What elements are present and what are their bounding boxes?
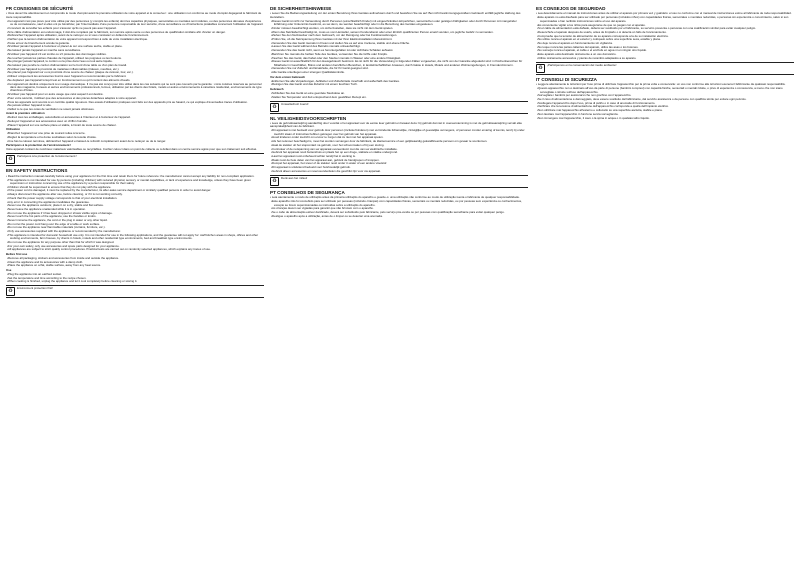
list-item: • Haal de stekker uit het stopcontact na gebruik, voor het schoonmaken of bij een storing. (270, 144, 528, 147)
list-item: • Cet appareil n'est pas prévu pour être utilisé par des personnes (y compris les enfants) dont les capacités physiques, sensorielles ou mentales sont réduites, ou des personnes dénuées d'expérience ou de connaissance, sauf si elles ont pu bénéficier, par l'intermédiaire d'une personne responsable de leur sécurité, d'une surveillance ou d'instructions préalables concernant l'utilisation de l'appareil. (6, 20, 264, 27)
section-title-pt: PT CONSELHOS DE SEGURANÇA (270, 189, 345, 195)
list-item: • Pour votre sécurité, n'utilisez que des accessoires et des pièces détachées adaptés à votre appareil. (6, 97, 264, 100)
list-item: • N'utilisez pas l'appareil à proximité de matériaux inflammables (rideaux, meubles, etc.). (6, 68, 264, 71)
list-item: • When cooking is finished, unplug the appliance and let it cool completely before cleaning or storing it. (6, 280, 264, 283)
list-item: • Si le câble d'alimentation est endommagé, il doit être remplacé par le fabricant, son service après-vente ou des personnes de qualification similaire afin d'éviter un danger. (6, 31, 264, 34)
list-item: • Ne laissez pas pendre le cordon d'alimentation sur le bord d'une table ou d'un plan de travail. (6, 64, 264, 67)
section-title-fr: FR CONSIGNES DE SÉCURITÉ (6, 6, 74, 11)
recycle-note-text-fr: Participons à la protection de l'environnement ! (17, 154, 78, 159)
list-item: • Se o cabo de alimentação estiver danificado, deverá ser substituído pelo fabricante, pelo serviço pós-venda ou por pessoas com qualificação semelhante para evitar qualquer perigo. (270, 211, 528, 214)
list-item: • If the power cord is damaged, it must be replaced by the manufacturer, its after-sales service department or similarly qualified persons in order to avoid danger. (6, 189, 264, 192)
list-item: • Prüfen Sie, ob die Netzspannung Ihres Gerätes mit der Ihrer Elektroinstallation übereinstimmt. (270, 38, 528, 41)
list-item: • Berühren Sie niemals die heißen Teile des Gerätes, verwenden Sie die Griffe oder Knöpfe. (270, 53, 528, 56)
column-middle (270, 4, 528, 218)
section-title-it: IT CONSIGLI DI SICUREZZA (536, 76, 597, 82)
list-item: • Utilisez uniquement les accessoires fournis avec l'appareil ou recommandés par le fabricant. (6, 75, 264, 78)
recycle-note-text-en: Environment protection first! (17, 286, 53, 291)
intro-de: • Lesen Sie die Bedienungsanleitung vor der ersten Benutzung Ihres Gerätes aufmerksam durch und bewahren Sie sie auf: Bei nicht bestimmungsgemäßem Gebrauch entfällt jegliche Haftung des Herstellers. (270, 11, 521, 19)
list-item: • Ziehen Sie den Netzstecker nach dem Gebrauch, vor der Reinigung oder bei Funktionsstörungen. (270, 34, 528, 37)
list-item: • Ne déplacez pas l'appareil lorsqu'il est en fonctionnement ou qu'il contient des aliments chauds. (6, 79, 264, 82)
intro-it: • Leggere attentamente le istruzioni per l'uso prima di utilizzare l'apparecchio per la prima volta e conservarle: un uso non conforme alle istruzioni esonera il fabbricante da qualsiasi responsabilità. (536, 82, 786, 87)
recycle-icon: ♻ (6, 287, 15, 296)
recycle-icon: ♻ (536, 64, 545, 73)
list-item: • Lassen Sie das Gerät während des Betriebs niemals unbeaufsichtigt. (270, 45, 528, 48)
list-item: • No deje nunca el aparato en funcionamiento sin vigilancia. (536, 42, 794, 45)
list-item: • Dompel het apparaat, het snoer of de stekker nooit onder in water of een andere vloeistof. (270, 162, 528, 165)
list-item: • No sumerja nunca el aparato, el cable o el enchufe en agua ni en ningún otro líquido. (536, 49, 794, 52)
list-item: • Verwenden Sie das Gerät nicht, wenn es heruntergefallen ist oder sichtbare Schäden aufweist. (270, 49, 528, 52)
intro-en: • Read the instruction manual carefully before using your appliance for the first time and retain them for future reference: the manufacturer cannot accept any liability for non-compliant application. (6, 173, 255, 178)
recycle-icon: ♻ (6, 155, 15, 164)
list-it (536, 87, 794, 120)
list-item: • Scollegare l'apparecchio dopo l'uso, prima di pulirlo o in caso di anomalie di funzionamento. (536, 102, 794, 105)
section-title-nl: NL VEILIGHEIDSVOORSCHRIFTEN (270, 115, 347, 121)
recycle-note-en (6, 285, 264, 298)
list-item: • Verificare che la tensione di alimentazione dell'apparecchio corrisponda a quella dell'impianto elettrico. (536, 105, 794, 108)
list-item: • Gebruik het apparaat nooit buitenshuis en plaats het op een droge, stabiele en vlakke ondergrond. (270, 151, 528, 154)
subhead-fr-use: Utilisation (6, 127, 20, 132)
list-item: • Dieses Gerät ist nicht zur Verwendung durch Personen (einschließlich Kinder) mit eingeschränkten körperlichen, sensorischen oder geistigen Fähigkeiten oder durch Personen mit mangelnder Erfahrung oder Unkenntnis bestimmt, es sei denn, sie werden beaufsichtigt oder in die Benutzung des Gerätes eingewiesen. (270, 20, 528, 27)
list-item: • This appliance is not intended for use by persons (including children) with reduced physical, sensory or mental capabilities, or lack of experience and knowledge, unless they have been given supervision or instruction concerning use of the appliance by a person responsible for their safety. (6, 179, 264, 186)
list-item: • Check that the power supply voltage corresponds to that of your electrical installation. (6, 197, 264, 200)
list-item: • Réglez la température et la durée souhaitées selon la recette choisie. (6, 136, 264, 139)
section-fr (6, 6, 264, 166)
section-en (6, 168, 264, 298)
list-item: • Houd kinderen onder toezicht om ervoor te zorgen dat ze niet met het apparaat spelen. (270, 136, 528, 139)
list-item: • Questo apparecchio non è destinato all'uso da parte di persone (bambini compresi) con capacità fisiche, sensoriali o mentali ridotte, o prive di esperienza o conoscenza, a meno che non siano sorvegliate o istruite sull'uso dell'apparecchio. (536, 87, 794, 94)
list-en-use (6, 273, 264, 284)
list-item: • Never immerse the appliance, the cord or the plug in water or any other liquid. (6, 219, 264, 222)
list-es (536, 16, 794, 60)
list-item: • Este aparato está destinado únicamente a un uso doméstico. (536, 53, 794, 56)
list-item: • Tauchen Sie das Gerät, das Kabel oder den Stecker niemals in Wasser oder eine andere Flüssigkeit. (270, 57, 528, 60)
list-item: • Non lasciare mai l'apparecchio in funzione senza sorveglianza. (536, 113, 794, 116)
list-item: • Only use accessories supplied with the appliance or recommended by the manufacturer. (6, 230, 264, 233)
subhead-fr-before: Avant la première utilisation (6, 111, 45, 116)
section-pt (270, 190, 528, 218)
list-item: • N'utilisez pas l'appareil pour un autre usage que celui auquel il est destiné. (6, 93, 264, 96)
list-de-use (270, 92, 528, 99)
list-item: • Schließen Sie das Gerät an eine geerdete Steckdose an. (270, 92, 528, 95)
subhead-en-before: Before first use (6, 251, 28, 256)
recycle-note-text-es: ¡Participemos en la conservación del medio ambiente! (547, 62, 617, 67)
list-item: • Do not let the power cord hang over the edge of a table or work surface. (6, 223, 264, 226)
list-en (6, 179, 264, 252)
list-item: • Utilice únicamente accesorios y piezas de recambio adaptados a su aparato. (536, 57, 794, 60)
list-item: • This appliance is intended for domestic household use only. It is not intended for use in the following applications, and the guarantee will not apply for: staff kitchen areas in shops, offices and other working environments, farm houses, by clients in hotels, motels and other residential type environments, bed and breakfast type environments. (6, 234, 264, 241)
list-item: • Entfernen Sie alle Verpackungen, Aufkleber und Zubehörteile innerhalb und außerhalb des Gerätes. (270, 80, 528, 83)
intro-nl: • Lees de gebruiksaanwijzing aandachtig door voordat u het apparaat voor de eerste keer gebruikt en bewaar deze: bij gebruik dat niet in overeenstemming is met de gebruiksaanwijzing vervalt elke aansprakelijkheid van de fabrikant. (270, 120, 523, 129)
list-item: • Cet appareil est destiné uniquement à un usage domestique. Il n'a pas été conçu pour être utilisé dans les cas suivants qui ne sont pas couverts par la garantie : coins cuisines réservés au personnel dans des magasins, bureaux et autres environnements professionnels, fermes, utilisation par les clients des hôtels, motels et autres environnements à caractère résidentiel, environnements de type chambres d'hôtes. (6, 83, 264, 93)
list-item: • Verwenden Sie nur Zubehör und Ersatzteile, die für Ihr Gerät geeignet sind. (270, 67, 528, 70)
list-item: • Toute erreur de branchement annule la garantie. (6, 42, 264, 45)
list-item: • Sorvegliare i bambini per assicurarsi che non giochino con l'apparecchio. (536, 94, 794, 97)
section-es (536, 6, 794, 75)
list-item: • For your own safety, only use accessories and spare parts designed for your appliance. (6, 245, 264, 248)
list-item: • All appliances are subject to strict quality control procedures. Practical tests are carried out on randomly selected appliances, which explains any traces of use. (6, 248, 264, 251)
list-item: • Raak nooit de hete delen van het apparaat aan, gebruik de handgrepen of knoppen. (270, 159, 528, 162)
list-item: • Wenn das Netzkabel beschädigt ist, muss es vom Hersteller, seinem Kundendienst oder einer ähnlich qualifizierten Person ersetzt werden, um jegliche Gefahr zu vermeiden. (270, 31, 528, 34)
subhead-fr-env: Participons à la protection de l'environnement ! (6, 143, 72, 148)
list-item: • Compruebe que la tensión de alimentación de su aparato corresponde a la de su instalación eléctrica. (536, 35, 794, 38)
list-item: • Gebruik alleen accessoires en reserveonderdelen die geschikt zijn voor uw apparaat. (270, 170, 528, 173)
text-fr-env: Votre appareil contient de nombreux matériaux valorisables ou recyclables. Confiez celui-ci dans un point de collecte ou à défaut dans un centre service agréé pour que son traitement soit effectué. (6, 147, 258, 152)
list-item: • Set the temperature and time according to the recipe chosen. (6, 277, 264, 280)
list-item: • Never use the appliance outdoors; place it on a dry, stable and flat surface. (6, 204, 264, 207)
list-de-before (270, 80, 528, 87)
list-item: • Vérifiez que la tension d'alimentation de votre appareil correspond bien à celle de votre installation électrique. (6, 38, 264, 41)
list-item: • Retirez tous les emballages, autocollants et accessoires à l'intérieur et à l'extérieur de l'appareil. (6, 116, 264, 119)
list-item: • Une fois la cuisson terminée, débranchez l'appareil et laissez-le refroidir complètement avant de le nettoyer ou de le ranger. (6, 140, 264, 143)
section-title-en: EN SAFETY INSTRUCTIONS (6, 168, 68, 174)
list-item: • Il convient de surveiller les enfants pour s'assurer qu'ils ne jouent pas avec l'appareil. (6, 27, 264, 30)
list-item: • No utilice nunca el aparato en el exterior y colóquelo sobre una superficie seca, estable y plana. (536, 38, 794, 41)
list-item: • Tous les appareils sont soumis à un contrôle qualité rigoureux. Des essais d'utilisation pratiques sont faits sur des appareils pris au hasard, ce qui explique d'éventuelles traces d'utilisation. (6, 101, 264, 104)
list-item: • Branchez l'appareil sur une prise de courant reliée à la terre. (6, 132, 264, 135)
list-item: • As crianças devem ser vigiadas para garantir que não brincam com o aparelho. (270, 207, 528, 210)
list-fr (6, 20, 264, 112)
list-item: • Este aparelho não foi concebido para ser utilizado por pessoas (incluindo crianças) com capacidades físicas, sensoriais ou mentais reduzidas, ou por pessoas sem experiência ou conhecimentos, excepto se forem supervisionadas ou instruídas sobre a utilização do aparelho. (270, 200, 528, 207)
list-item: • Ne placez pas l'appareil sur ou à proximité d'une source de chaleur (plaque de cuisson, four, etc.). (6, 71, 264, 74)
list-item: • Any error in connecting the appliance invalidates the guarantee. (6, 201, 264, 204)
list-item: • Es conveniente vigilar a los niños para asegurarse de que no juegan con el aparato. (536, 24, 794, 27)
recycle-note-text-de: Umweltschutz zuerst! (281, 101, 309, 106)
section-it (536, 77, 794, 120)
list-item: • N'utilisez pas l'appareil s'il est tombé ou s'il présente des dommages visibles. (6, 53, 264, 56)
list-item: • Kinder müssen beaufsichtigt werden, um sicherzustellen, dass sie nicht mit dem Gerät spielen. (270, 27, 528, 30)
list-item: • Remove all packaging, stickers and accessories from inside and outside the appliance. (6, 257, 264, 260)
recycle-note-nl (270, 175, 528, 188)
recycle-note-text-nl: Denk aan het milieu! (281, 175, 308, 180)
section-nl (270, 116, 528, 188)
list-pt (270, 200, 528, 218)
list-item: • Dieses Gerät ist ausschließlich für den Hausgebrauch bestimmt. Es ist nicht für die Verwendung in folgenden Fällen vorgesehen, die nicht von der Garantie abgedeckt sind: in Küchenbereichen für Mitarbeiter in Geschäften, Büros und anderen beruflichen Bereichen, in landwirtschaftlichen Anwesen, durch Gäste in Hotels, Motels und anderen Wohnumgebungen, in Fremdenzimmern. (270, 60, 528, 67)
recycle-icon: ♻ (270, 103, 279, 112)
list-item: • N'utilisez jamais l'appareil à l'extérieur et placez-le sur une surface sèche, stable et plane. (6, 45, 264, 48)
list-item: • Stellen Sie Temperatur und Zeit entsprechend dem gewählten Rezept ein. (270, 96, 528, 99)
subhead-en-use: Use (6, 267, 12, 272)
list-item: • Desenchufe el aparato después de usarlo, antes de limpiarlo o si detecta un fallo de funcionamiento. (536, 31, 794, 34)
list-item: • Alle Geräte unterliegen einer strengen Qualitätskontrolle. (270, 71, 528, 74)
list-item: • Placez l'appareil sur une surface plane et stable, à l'écart de toute source de chaleur. (6, 124, 264, 127)
list-item: • Place the appliance on a flat, stable surface, away from any heat source. (6, 264, 264, 267)
list-item: • Dit apparaat is niet bedoeld voor gebruik door personen (inclusief kinderen) met verminderde lichamelijke, zintuiglijke of geestelijke vermogens, of personen zonder ervaring of kennis, tenzij zij onder toezicht staan of instructies hebben gekregen over het gebruik van het apparaat. (270, 129, 528, 136)
list-item: • Veillez à ce que les ouïes de ventilation ne soient jamais obstruées. (6, 108, 264, 111)
list-item: • Desligue o aparelho após a utilização, antes de o limpar ou se detectar uma anomalia. (270, 215, 528, 218)
list-item: • Ne touchez jamais les parties chaudes de l'appareil, utilisez les poignées ou les boutons. (6, 57, 264, 60)
column-right (536, 4, 794, 120)
recycle-icon: ♻ (270, 177, 279, 186)
list-item: • Do not use the appliance if it has been dropped or shows visible signs of damage. (6, 212, 264, 215)
list-item: • Plug the appliance into an earthed socket. (6, 273, 264, 276)
recycle-note-es (536, 62, 794, 75)
list-fr-use (6, 132, 264, 143)
list-item: • Ne jamais utiliser l'appareil à vide. (6, 104, 264, 107)
column-left (6, 4, 264, 300)
list-item: • Do not use the appliance near flammable materials (curtains, furniture, etc.). (6, 226, 264, 229)
list-item: • Never leave the appliance unattended while it is in operation. (6, 208, 264, 211)
list-item: • Clean the appliance and its accessories with a damp cloth. (6, 261, 264, 264)
list-item: • No toque nunca las partes calientes del aparato, utilice las asas o los botones. (536, 46, 794, 49)
list-item: • Este aparato no está diseñado para ser utilizado por personas (incluidos niños) con capacidades físicas, sensoriales o mentales reducidas, o personas sin experiencia o conocimiento, salvo si son supervisadas o han recibido instrucciones sobre el uso del aparato. (536, 16, 794, 23)
list-item: • Se il cavo di alimentazione è danneggiato, deve essere sostituito dal fabbricante, dal servizio assistenza o da persone con qualifica simile per evitare ogni pericolo. (536, 98, 794, 101)
list-item: • Children should be supervised to ensure that they do not play with the appliance. (6, 186, 264, 189)
list-en-before (6, 257, 264, 268)
list-item: • Dit apparaat is uitsluitend bedoeld voor huishoudelijk gebruik. (270, 166, 528, 169)
subhead-de-before: Vor dem ersten Gebrauch (270, 74, 306, 79)
list-item: • Laat het apparaat nooit onbeheerd achter terwijl het in werking is. (270, 155, 528, 158)
list-item: • Si el cable de alimentación está dañado, deberá ser sustituido por el fabricante, su servicio posventa o personas con una cualificación similar para evitar cualquier peligro. (536, 27, 794, 30)
recycle-note-de (270, 101, 528, 114)
list-item: • Do not use the appliance for any purpose other than that for which it was designed. (6, 241, 264, 244)
list-de (270, 20, 528, 75)
section-title-es: ES CONSEJOS DE SEGURIDAD (536, 6, 606, 11)
list-item: • Never touch the hot parts of the appliance; use the handles or knobs. (6, 215, 264, 218)
list-fr-before (6, 116, 264, 127)
list-item: • Controleer of de netspanning van uw apparaat overeenkomt met die van uw elektrische installatie. (270, 148, 528, 151)
list-item: • Always disconnect the appliance after use, before cleaning, or if it is not working correctly. (6, 193, 264, 196)
list-item: • Reinigen Sie das Gerät und das Zubehör mit einem feuchten Tuch. (270, 83, 528, 86)
list-item: • Ne laissez jamais l'appareil en marche sans surveillance. (6, 49, 264, 52)
list-item: • Non utilizzare mai l'apparecchio all'esterno e collocarlo su una superficie asciutta, stabile e piana. (536, 109, 794, 112)
section-de (270, 6, 528, 114)
intro-fr: • Vous devez lire attentivement et comprendre le mode d'emploi avant la première utilisation de votre appareil et le conserver : une utilisation non conforme au mode d'emploi dégagerait le fabricant de toute responsabilité. (6, 11, 262, 19)
intro-pt: • Leia atentamente o modo de utilização antes da primeira utilização do aparelho e guarde-o: uma utilização não conforme ao modo de utilização isenta o fabricante de qualquer responsabilidade. (270, 195, 520, 200)
list-item: • Als het netsnoer beschadigd is, moet het worden vervangen door de fabrikant, de klantenservice of een gelijkwaardig gekwalificeerde persoon om gevaar te voorkomen. (270, 140, 528, 143)
list-nl (270, 129, 528, 173)
subhead-de-use: Gebrauch (270, 86, 284, 91)
list-item: • Verwenden Sie das Gerät niemals im Freien und stellen Sie es auf eine trockene, stabile und ebene Fläche. (270, 42, 528, 45)
list-item: • Nettoyez l'appareil et ses accessoires avec un chiffon humide. (6, 120, 264, 123)
intro-es: • Lea detenidamente el manual de instrucciones antes de utilizar el aparato por primera vez y guárdelo: el uso no conforme con el manual de instrucciones exime al fabricante de toda responsabilidad. (536, 11, 792, 16)
section-title-de: DE SICHERHEITSHINWEISE (270, 6, 332, 11)
list-item: • Débranchez l'appareil après utilisation, avant de le nettoyer ou si vous constatez un défaut de fonctionnement. (6, 34, 264, 37)
list-item: • Non immergere mai l'apparecchio, il cavo o la spina in acqua o in qualsiasi altro liquido. (536, 117, 794, 120)
recycle-note-fr (6, 153, 264, 166)
list-item: • Ne plongez jamais l'appareil, le cordon ou la prise dans l'eau ou tout autre liquide. (6, 60, 264, 63)
